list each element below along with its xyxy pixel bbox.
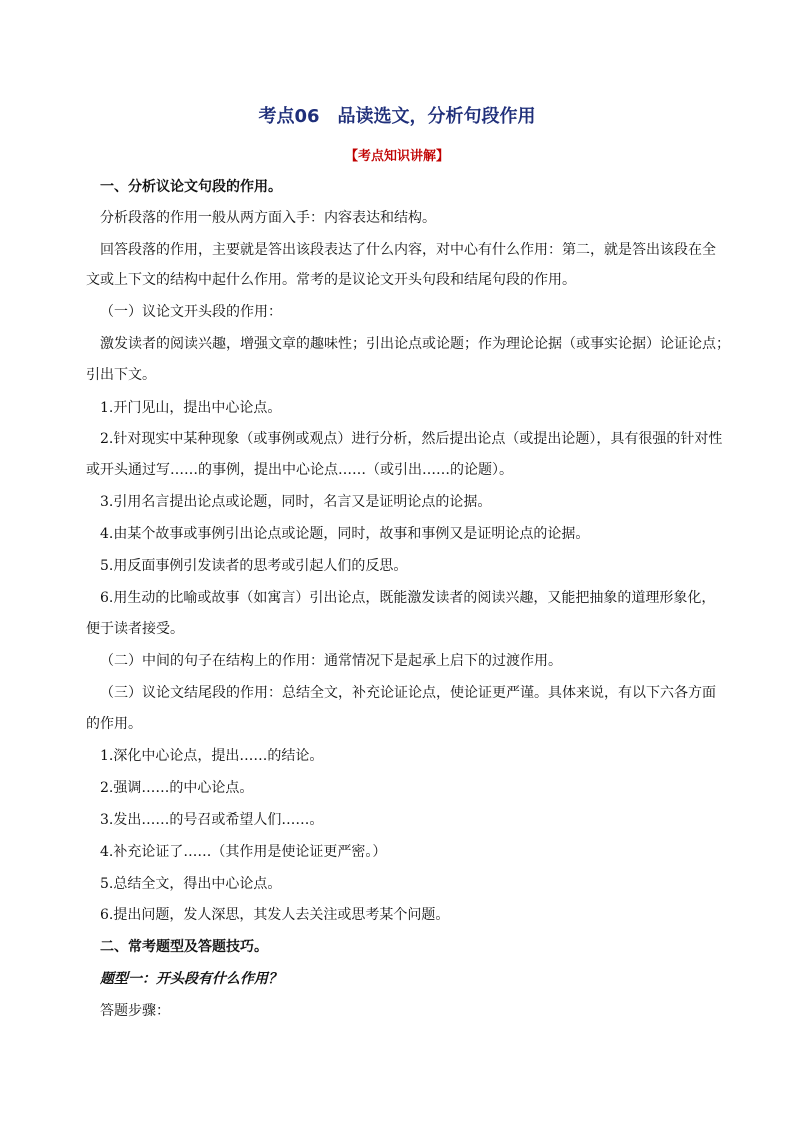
paragraph-line: 便于读者接受。 xyxy=(86,621,184,637)
paragraph-line: （一）议论文开头段的作用： xyxy=(100,304,282,320)
paragraph-line: 或开头通过写……的事例，提出中心论点……（或引出……的论题）。 xyxy=(86,462,513,478)
list-item: 2.针对现实中某种现象（或事例或观点）进行分析，然后提出论点（或提出论题），具有很强的针对性 xyxy=(100,431,723,447)
paragraph-line: 分析段落的作用一般从两方面入手：内容表达和结构。 xyxy=(100,210,436,226)
paragraph-line: 回答段落的作用，主要就是答出该段表达了什么内容，对中心有什么作用：第二，就是答出该段在全 xyxy=(100,242,716,258)
paragraph-line: 引出下文。 xyxy=(86,367,156,383)
list-item: 4.由某个故事或事例引出论点或论题，同时，故事和事例又是证明论点的论据。 xyxy=(100,526,590,542)
list-item: 6.提出问题，发人深思，其发人去关注或思考某个问题。 xyxy=(100,907,450,923)
paragraph-line: （二）中间的句子在结构上的作用：通常情况下是起承上启下的过渡作用。 xyxy=(100,653,562,669)
page-title: 考点06 品读选文，分析句段作用 xyxy=(258,106,536,127)
list-item: 6.用生动的比喻或故事（如寓言）引出论点，既能激发读者的阅读兴趣，又能把抽象的道理形象化， xyxy=(100,590,716,606)
list-item: 1.深化中心论点，提出……的结论。 xyxy=(100,748,324,764)
list-item: 3.发出……的号召或希望人们……。 xyxy=(100,812,324,828)
paragraph-line: 答题步骤： xyxy=(100,1003,170,1019)
section-heading: 一、分析议论文句段的作用。 xyxy=(100,179,282,195)
paragraph-line: 的作用。 xyxy=(86,716,142,732)
list-item: 1.开门见山，提出中心论点。 xyxy=(100,400,282,416)
list-item: 5.总结全文，得出中心论点。 xyxy=(100,876,282,892)
paragraph-line: 激发读者的阅读兴趣，增强文章的趣味性；引出论点或论题；作为理论论据（或事实论据）论证论点； xyxy=(100,336,730,352)
section-heading: 二、常考题型及答题技巧。 xyxy=(100,939,268,955)
paragraph-line: 文或上下文的结构中起什么作用。常考的是议论文开头句段和结尾句段的作用。 xyxy=(86,272,576,288)
section-subtitle: 【考点知识讲解】 xyxy=(344,149,449,164)
list-item: 5.用反面事例引发读者的思考或引起人们的反思。 xyxy=(100,558,408,574)
question-type-heading: 题型一：开头段有什么作用？ xyxy=(100,971,282,987)
list-item: 4.补充论证了……（其作用是使论证更严密。） xyxy=(100,844,387,860)
list-item: 3.引用名言提出论点或论题，同时，名言又是证明论点的论据。 xyxy=(100,494,492,510)
list-item: 2.强调……的中心论点。 xyxy=(100,780,254,796)
paragraph-line: （三）议论文结尾段的作用：总结全文，补充论证论点，使论证更严谨。具体来说，有以下六各方面 xyxy=(100,685,716,701)
